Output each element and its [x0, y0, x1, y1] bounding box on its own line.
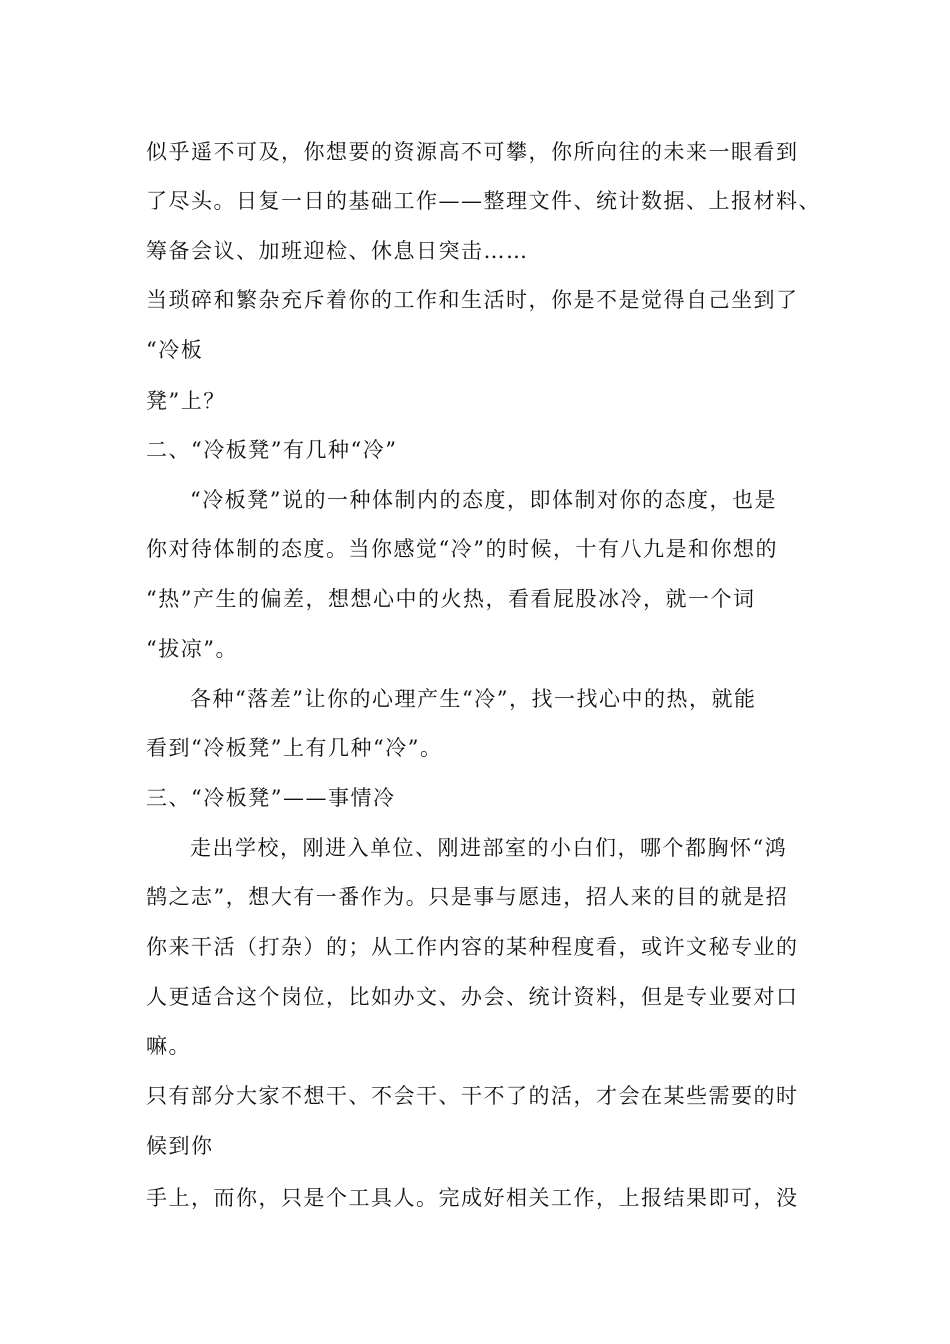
text-line-4: 当琐碎和繁杂充斥着你的工作和生活时，你是不是觉得自己坐到了 [146, 288, 799, 312]
text-line-20: 只有部分大家不想干、不会干、干不了的活，才会在某些需要的时 [146, 1084, 799, 1108]
text-line-9: 你对待体制的态度。当你感觉“冷”的时候，十有八九是和你想的 [146, 537, 778, 561]
text-line-22: 手上，而你，只是个工具人。完成好相关工作，上报结果即可，没 [146, 1186, 799, 1210]
text-line-19: 嘛。 [146, 1034, 191, 1058]
text-line-3: 筹备会议、加班迎检、休息日突击…… [146, 239, 529, 263]
text-line-18: 人更适合这个岗位，比如办文、办会、统计资料，但是专业要对口 [146, 985, 799, 1009]
section-heading-3: 三、“冷板凳”——事情冷 [146, 786, 396, 810]
text-line-16: 鹄之志”，想大有一番作为。只是事与愿违，招人来的目的就是招 [146, 885, 789, 909]
section-heading-2: 二、“冷板凳”有几种“冷” [146, 438, 398, 462]
text-line-15: 走出学校，刚进入单位、刚进部室的小白们，哪个都胸怀“鸿 [190, 836, 788, 860]
text-line-13: 看到“冷板凳”上有几种“冷”。 [146, 736, 443, 760]
text-line-17: 你来干活（打杂）的；从工作内容的某种程度看，或许文秘专业的 [146, 935, 799, 959]
text-line-12: 各种“落差”让你的心理产生“冷”，找一找心中的热，就能 [190, 687, 757, 711]
text-line-5: “冷板 [146, 338, 204, 362]
text-line-2: 了尽头。日复一日的基础工作——整理文件、统计数据、上报材料、 [146, 189, 821, 213]
text-line-1: 似乎遥不可及，你想要的资源高不可攀，你所向往的未来一眼看到 [146, 140, 799, 164]
text-line-11: “拔凉”。 [146, 637, 238, 661]
text-line-21: 候到你 [146, 1134, 214, 1158]
text-line-6: 凳”上？ [146, 389, 226, 413]
text-line-8: “冷板凳”说的一种体制内的态度，即体制对你的态度，也是 [190, 488, 777, 512]
text-line-10: “热”产生的偏差，想想心中的火热，看看屁股冰冷，就一个词 [146, 587, 756, 611]
